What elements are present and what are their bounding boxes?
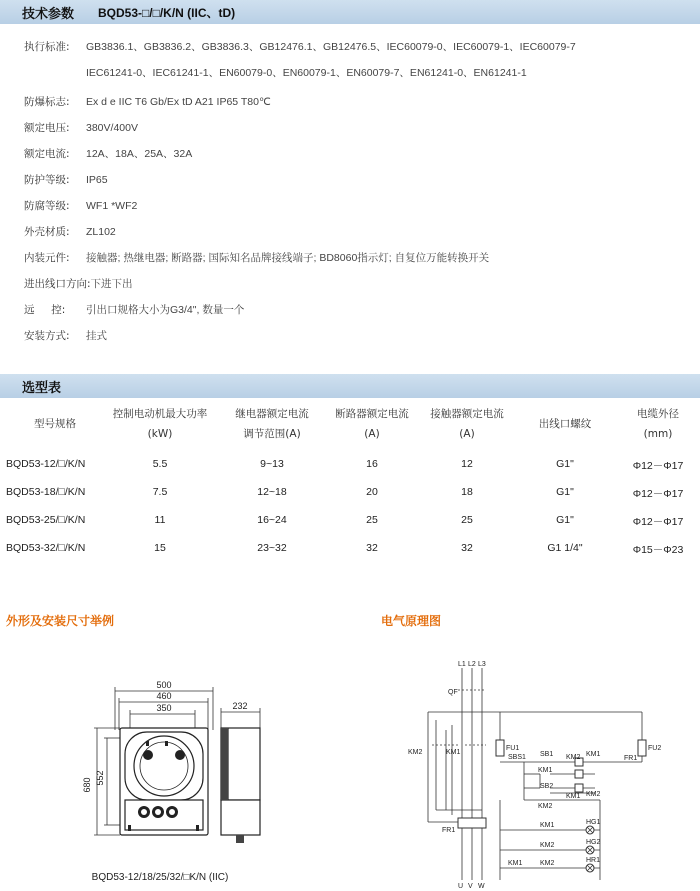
circuit-diagram [390, 650, 690, 891]
table-header-cell [618, 404, 698, 444]
table-cell-contactor: 18 [461, 486, 473, 498]
circuit-label-fr1: FR1 [624, 755, 638, 762]
table-header-line2: (A) [364, 428, 380, 440]
table-cell-thread: G1" [556, 458, 574, 470]
circuit-label-km2-hr1: KM2 [540, 860, 555, 867]
circuit-title: 电气原理图 [381, 614, 442, 628]
dim-350-label: 350 [156, 703, 172, 713]
spec-current-label: 额定电流: [24, 148, 70, 160]
spec-protection-value: IP65 [86, 174, 108, 186]
table-cell-breaker: 25 [366, 514, 378, 526]
spec-anticorrosion-value: WF1 *WF2 [86, 200, 138, 212]
spec-remote [24, 302, 244, 317]
table-cell-cable: Φ12－Φ17 [632, 460, 684, 472]
dim-680-label: 680 [82, 777, 92, 793]
spec-standards-value: GB3836.1、GB3836.2、GB3836.3、GB12476.1、GB12476.5、IEC60079-0、IEC60079-1、IEC60079-7 [86, 41, 576, 53]
spec-protection [24, 172, 108, 187]
selection-title: 选型表 [22, 381, 62, 396]
dimension-title: 外形及安装尺寸举例 [6, 614, 115, 628]
spec-voltage-label: 额定电压: [24, 122, 70, 134]
table-header-line1: 出线口螺纹 [538, 418, 592, 430]
spec-standards-label: 执行标准: [24, 41, 70, 53]
circuit-label-km1-b: KM1 [538, 767, 553, 774]
table-cell-power: 5.5 [152, 458, 168, 470]
table-header-cell [417, 404, 517, 444]
table-cell-power: 7.5 [152, 486, 168, 498]
circuit-label-l1: L1 [458, 661, 466, 668]
spec-voltage [24, 120, 138, 135]
circuit-label-hg1: HG1 [586, 819, 601, 826]
dimension-drawing [0, 640, 330, 891]
circuit-label-km1-left: KM1 [446, 749, 461, 756]
circuit-label-hr1: HR1 [586, 857, 601, 864]
table-cell-relay: 9~13 [260, 458, 284, 470]
circuit-label-fr1-main: FR1 [442, 827, 456, 834]
table-header-cell [520, 414, 610, 434]
table-header-line2: 调节范围(A) [243, 428, 301, 440]
spec-explosion-label: 防爆标志: [24, 96, 70, 108]
table-cell-model: BQD53-12/□/K/N [6, 458, 86, 470]
circuit-label-sbs1: SBS1 [508, 754, 526, 761]
dimension-caption: BQD53-12/18/25/32/□K/N (IIC) [91, 872, 229, 883]
circuit-label-km1-a: KM1 [586, 751, 601, 758]
table-cell-relay: 23~32 [257, 542, 287, 554]
circuit-label-u: U [458, 883, 464, 890]
spec-components-value: 接触器; 热继电器; 断路器; 国际知名品牌接线端子; BD8060指示灯; 自复位万能转换开关 [86, 252, 490, 264]
spec-inlet [24, 276, 133, 291]
circuit-label-l3: L3 [478, 661, 486, 668]
table-cell-contactor: 25 [461, 514, 473, 526]
table-cell-relay: 16~24 [257, 514, 287, 526]
circuit-label-fu2: FU2 [648, 745, 662, 752]
tech-model: BQD53-□/□/K/N (IIC、tD) [98, 6, 236, 20]
spec-install-value: 挂式 [86, 330, 107, 342]
table-cell-breaker: 16 [366, 458, 378, 470]
spec-install [24, 328, 107, 343]
table-header-line2: (A) [459, 428, 475, 440]
circuit-label-sb2: SB2 [540, 783, 554, 790]
circuit-label-km2-c: KM2 [586, 791, 601, 798]
table-header-line1: 继电器额定电流 [235, 408, 309, 420]
table-header-line1: 电缆外径 [637, 408, 679, 420]
spec-material-label: 外壳材质: [24, 226, 70, 238]
table-cell-contactor: 12 [461, 458, 473, 470]
table-header-line1: 型号规格 [34, 418, 76, 430]
dim-232-label: 232 [232, 701, 248, 711]
dim-552-label: 552 [95, 770, 105, 786]
spec-protection-label: 防护等级: [24, 174, 70, 186]
table-cell-breaker: 32 [366, 542, 378, 554]
table-header-line1: 控制电动机最大功率 [112, 408, 208, 420]
table-cell-thread: G1 1/4" [547, 542, 583, 554]
circuit-label-qf: QF [448, 689, 458, 696]
table-header-line1: 接触器额定电流 [430, 408, 504, 420]
spec-standards-cont: IEC61241-0、IEC61241-1、EN60079-0、EN60079-1、EN60079-7、EN61241-0、EN61241-1 [86, 67, 527, 79]
spec-install-label: 安装方式: [24, 330, 70, 342]
circuit-label-km2-left: KM2 [408, 749, 423, 756]
spec-current-value: 12A、18A、25A、32A [86, 148, 193, 160]
table-cell-cable: Φ15－Φ23 [632, 544, 684, 556]
circuit-label-km1-c: KM1 [566, 793, 581, 800]
spec-material [24, 224, 116, 239]
table-cell-cable: Φ12－Φ17 [632, 516, 684, 528]
circuit-label-v: V [468, 883, 473, 890]
table-header-cell [217, 404, 327, 444]
table-header-cell [0, 414, 110, 434]
spec-components-label: 内装元件: [24, 252, 70, 264]
table-cell-thread: G1" [556, 514, 574, 526]
table-header-cell [100, 404, 220, 444]
table-cell-cable: Φ12－Φ17 [632, 488, 684, 500]
table-cell-model: BQD53-18/□/K/N [6, 486, 86, 498]
spec-anticorrosion [24, 198, 137, 213]
dim-460-label: 460 [156, 691, 172, 701]
table-cell-contactor: 32 [461, 542, 473, 554]
circuit-label-km2-a: KM2 [566, 754, 581, 761]
spec-inlet-value: 下进下出 [90, 278, 133, 290]
spec-explosion-value: Ex d e IIC T6 Gb/Ex tD A21 IP65 T80℃ [86, 96, 271, 108]
table-cell-thread: G1" [556, 486, 574, 498]
table-cell-power: 11 [154, 514, 166, 526]
circuit-label-km2-b: KM2 [538, 803, 553, 810]
circuit-label-w: W [478, 883, 485, 890]
circuit-label-km2-hg2: KM2 [540, 842, 555, 849]
circuit-label-l2: L2 [468, 661, 476, 668]
spec-anticorrosion-label: 防腐等级: [24, 200, 70, 212]
spec-material-value: ZL102 [86, 226, 116, 238]
spec-remote-value: 引出口规格大小为G3/4", 数量一个 [86, 304, 245, 316]
selection-header-band [0, 374, 700, 398]
spec-standards [24, 39, 576, 54]
table-header-line2: (kW) [147, 428, 173, 440]
table-cell-model: BQD53-32/□/K/N [6, 542, 86, 554]
spec-remote-label: 远 控: [24, 304, 66, 316]
table-header-line1: 断路器额定电流 [335, 408, 409, 420]
table-header-cell [327, 404, 417, 444]
table-cell-breaker: 20 [366, 486, 378, 498]
dim-500-label: 500 [156, 680, 172, 690]
table-cell-power: 15 [154, 542, 166, 554]
circuit-label-hg2: HG2 [586, 839, 601, 846]
tech-header-band [0, 0, 700, 24]
table-header-line2: (mm) [643, 428, 673, 440]
table-cell-relay: 12~18 [257, 486, 287, 498]
circuit-label-fu1: FU1 [506, 745, 520, 752]
spec-inlet-label: 进出线口方向: [24, 278, 91, 290]
circuit-label-sb1: SB1 [540, 751, 554, 758]
spec-voltage-value: 380V/400V [86, 122, 138, 134]
table-cell-model: BQD53-25/□/K/N [6, 514, 86, 526]
spec-current [24, 146, 192, 161]
spec-explosion [24, 94, 271, 109]
tech-title: 技术参数 [22, 7, 75, 22]
circuit-label-km1-hr1: KM1 [508, 860, 523, 867]
spec-components [24, 250, 489, 265]
circuit-label-km1-hg1: KM1 [540, 822, 555, 829]
